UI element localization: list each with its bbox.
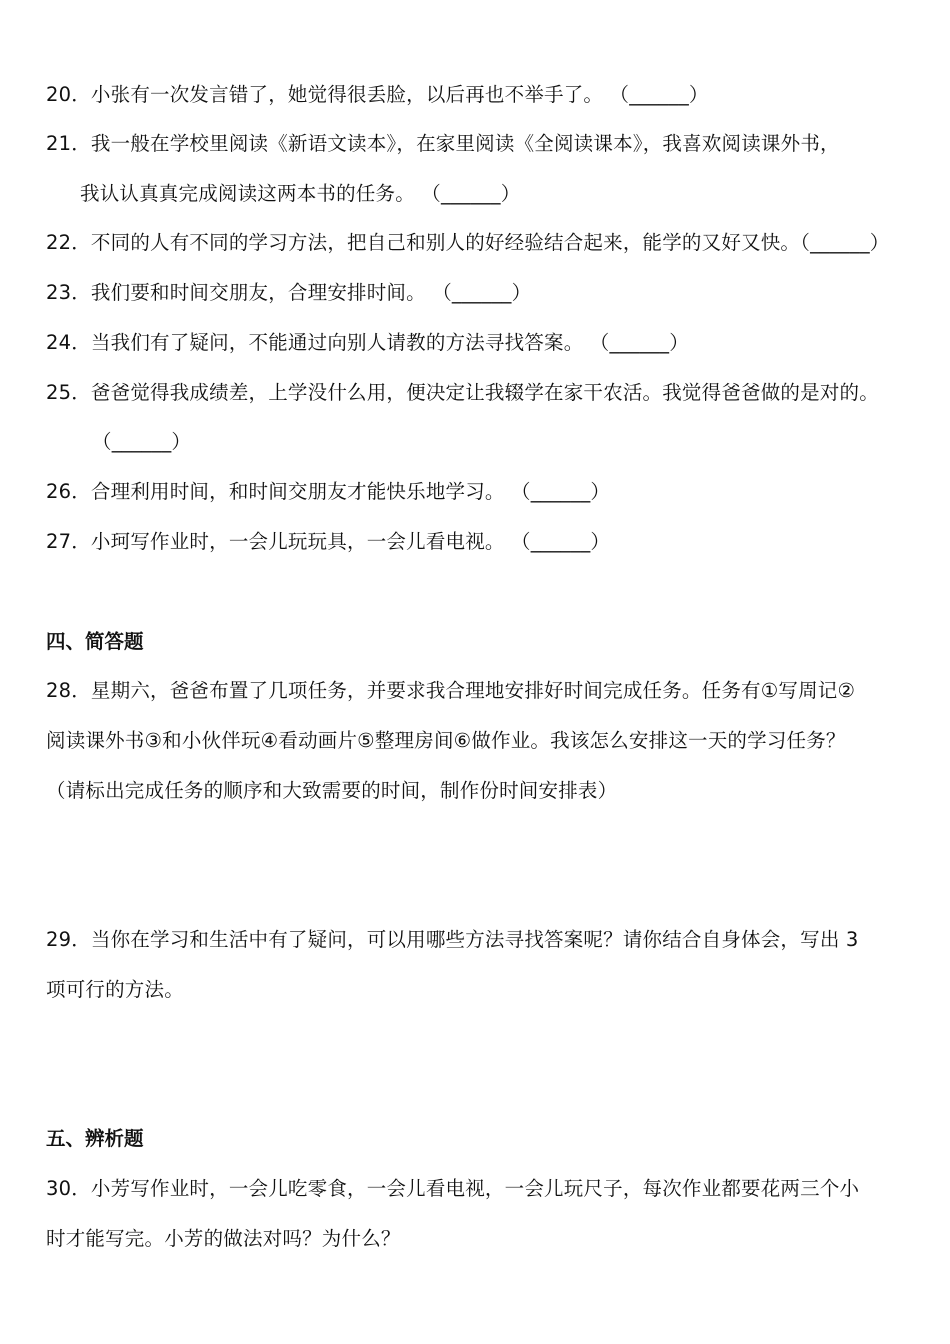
question-20: 20．小张有一次发言错了，她觉得很丢脸，以后再也不举手了。 （______） — [46, 83, 709, 106]
section-heading-short-answer: 四、简答题 — [46, 630, 144, 653]
question-28-line2: 阅读课外书③和小伙伴玩④看动画片⑤整理房间⑥做作业。我该怎么安排这一天的学习任务？ — [46, 729, 846, 752]
question-30-line1: 30．小芳写作业时，一会儿吃零食，一会儿看电视，一会儿玩尺子，每次作业都要花两三个小 — [46, 1177, 860, 1200]
section-heading-analysis: 五、辨析题 — [46, 1127, 144, 1150]
question-25-line2: （______） — [92, 430, 192, 453]
question-29-line1: 29．当你在学习和生活中有了疑问，可以用哪些方法寻找答案呢？请你结合自身体会，写出 3 — [46, 928, 859, 951]
question-21-line1: 21．我一般在学校里阅读《新语文读本》，在家里阅读《全阅读课本》，我喜欢阅读课外书， — [46, 132, 840, 155]
question-29-line2: 项可行的方法。 — [46, 978, 184, 1001]
question-23: 23．我们要和时间交朋友，合理安排时间。 （______） — [46, 281, 532, 304]
question-28-line3: （请标出完成任务的顺序和大致需要的时间，制作份时间安排表） — [46, 779, 618, 802]
question-30-line2: 时才能写完。小芳的做法对吗？为什么？ — [46, 1227, 401, 1250]
question-28-line1: 28．星期六，爸爸布置了几项任务，并要求我合理地安排好时间完成任务。任务有①写周记② — [46, 679, 856, 702]
question-22: 22．不同的人有不同的学习方法，把自己和别人的好经验结合起来，能学的又好又快。（______） — [46, 231, 890, 254]
question-27: 27．小珂写作业时，一会儿玩玩具，一会儿看电视。 （______） — [46, 530, 611, 553]
question-21-line2: 我认认真真完成阅读这两本书的任务。 （______） — [80, 182, 521, 205]
question-25-line1: 25．爸爸觉得我成绩差，上学没什么用，便决定让我辍学在家干农活。我觉得爸爸做的是对的。 — [46, 381, 879, 404]
question-24: 24．当我们有了疑问，不能通过向别人请教的方法寻找答案。 （______） — [46, 331, 689, 354]
question-26: 26．合理利用时间，和时间交朋友才能快乐地学习。 （______） — [46, 480, 611, 503]
